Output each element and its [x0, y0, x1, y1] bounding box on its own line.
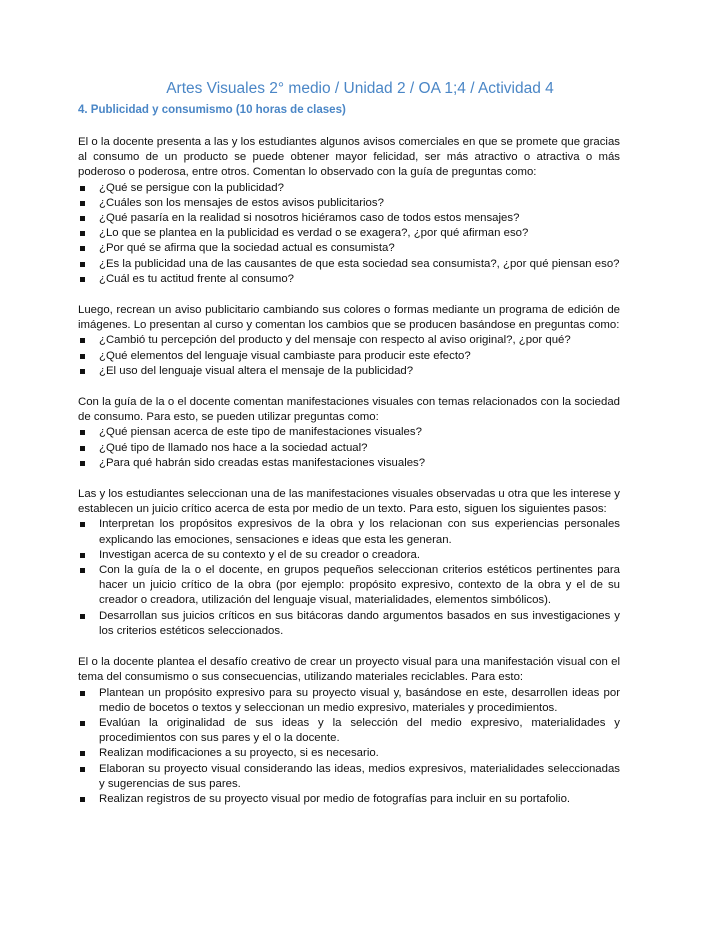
list-item-text: Plantean un propósito expresivo para su proyecto visual y, basándose en este, desarrollen ideas por medio de bocetos o textos y seleccionan un medio expresivo, materiales y procedimientos.: [99, 686, 620, 714]
list-item-text: ¿Qué elementos del lenguaje visual cambiaste para producir este efecto?: [99, 349, 471, 362]
list-item-text: Evalúan la originalidad de sus ideas y la selección del medio expresivo, materialidades y procedimientos con sus pares y el o la docente.: [99, 716, 620, 745]
list-item: [78, 609, 620, 639]
list-item-text: Realizan registros de su proyecto visual por medio de fotografías para incluir en su portafolio.: [99, 792, 571, 805]
list-item: [78, 792, 620, 807]
square-bullet-icon: [80, 461, 85, 466]
square-bullet-icon: [80, 721, 85, 726]
list-item: [78, 762, 620, 792]
square-bullet-icon: [80, 553, 85, 558]
list-item: [78, 456, 620, 471]
list-item: [78, 226, 620, 241]
bullet-list: [78, 686, 620, 808]
square-bullet-icon: [80, 231, 85, 236]
paragraph: Con la guía de la o el docente comentan manifestaciones visuales con temas relacionados con la sociedad de consumo. Para esto, se pueden utilizar preguntas como:: [78, 396, 620, 424]
list-item: [78, 425, 620, 440]
bullet-list: [78, 181, 620, 287]
paragraph: El o la docente presenta a las y los estudiantes algunos avisos comerciales en que se promete que gracias al consumo de un producto se puede obtener mayor felicidad, ser más atractivo o atractiva o más poderoso o poderosa, entre otros. Comentan lo observado con la guía de preguntas como:: [78, 136, 620, 179]
list-item-text: Con la guía de la o el docente, en grupos pequeños seleccionan criterios estéticos pertinentes para hacer un juicio crítico de la obra (por ejemplo: propósito expresivo, contexto de la obra y el de su creador o creadora, utilización del lenguaje visual, materialidades, elementos simbólicos).: [99, 564, 620, 607]
square-bullet-icon: [80, 691, 85, 696]
list-item-text: Desarrollan sus juicios críticos en sus bitácoras dando argumentos basados en sus investigaciones y los criterios estéticos seleccionados.: [99, 609, 620, 637]
list-item: [78, 686, 620, 716]
square-bullet-icon: [80, 338, 85, 343]
list-item-text: ¿Cuál es tu actitud frente al consumo?: [99, 272, 295, 285]
list-item: [78, 272, 620, 287]
list-item: [78, 746, 620, 761]
square-bullet-icon: [80, 369, 85, 374]
square-bullet-icon: [80, 767, 85, 772]
list-item-text: ¿El uso del lenguaje visual altera el mensaje de la publicidad?: [99, 364, 414, 377]
list-item-text: ¿Qué pasaría en la realidad si nosotros hiciéramos caso de todos estos mensajes?: [99, 212, 520, 225]
square-bullet-icon: [80, 614, 85, 619]
list-item: [78, 364, 620, 379]
square-bullet-icon: [80, 216, 85, 221]
list-item-text: ¿Qué piensan acerca de este tipo de manifestaciones visuales?: [99, 426, 422, 439]
text-block: [78, 303, 620, 379]
square-bullet-icon: [80, 201, 85, 206]
list-item: [78, 333, 620, 348]
bullet-list: [78, 517, 620, 639]
list-item-text: ¿Por qué se afirma que la sociedad actual es consumista?: [99, 242, 395, 255]
section-title: 4. Publicidad y consumismo (10 horas de clases): [78, 104, 346, 116]
square-bullet-icon: [80, 262, 85, 267]
list-item-text: ¿Cuáles son los mensajes de estos avisos publicitarios?: [99, 196, 384, 209]
list-item-text: Elaboran su proyecto visual considerando las ideas, medios expresivos, materialidades seleccionadas y sugerencias de sus pares.: [99, 762, 620, 790]
square-bullet-icon: [80, 186, 85, 191]
list-item: [78, 257, 620, 272]
list-item: [78, 349, 620, 364]
square-bullet-icon: [80, 797, 85, 802]
square-bullet-icon: [80, 430, 85, 435]
paragraph: Luego, recrean un aviso publicitario cambiando sus colores o formas mediante un programa de edición de imágenes. Lo presentan al curso y comentan los cambios que se producen basándose en preguntas como:: [78, 304, 620, 332]
list-item: [78, 548, 620, 563]
square-bullet-icon: [80, 568, 85, 573]
text-block: [78, 135, 620, 287]
square-bullet-icon: [80, 751, 85, 756]
document-content: [78, 135, 620, 807]
list-item: [78, 517, 620, 547]
paragraph: El o la docente plantea el desafío creativo de crear un proyecto visual para una manifestación visual con el tema del consumismo o sus consecuencias, utilizando materiales reciclables. Para esto:: [78, 656, 620, 684]
list-item-text: Investigan acerca de su contexto y el de su creador o creadora.: [99, 548, 421, 561]
list-item-text: ¿Es la publicidad una de las causantes de que esta sociedad sea consumista?, ¿por qué piensan eso?: [99, 257, 620, 270]
square-bullet-icon: [80, 246, 85, 251]
text-block: [78, 395, 620, 471]
list-item-text: ¿Qué tipo de llamado nos hace a la sociedad actual?: [99, 441, 368, 454]
square-bullet-icon: [80, 354, 85, 359]
page-title: Artes Visuales 2° medio / Unidad 2 / OA 1;4 / Actividad 4: [166, 80, 554, 97]
list-item: [78, 181, 620, 196]
paragraph: Las y los estudiantes seleccionan una de las manifestaciones visuales observadas u otra que les interese y establecen un juicio crítico acerca de esta por medio de un texto. Para esto, siguen los siguientes pasos:: [78, 488, 621, 516]
list-item-text: Realizan modificaciones a su proyecto, si es necesario.: [99, 747, 379, 760]
square-bullet-icon: [80, 446, 85, 451]
list-item: [78, 211, 620, 226]
list-item-text: ¿Para qué habrán sido creadas estas manifestaciones visuales?: [99, 456, 426, 469]
list-item: [78, 441, 620, 456]
list-item-text: ¿Qué se persigue con la publicidad?: [99, 181, 284, 194]
list-item: [78, 241, 620, 256]
square-bullet-icon: [80, 277, 85, 282]
list-item-text: ¿Cambió tu percepción del producto y del mensaje con respecto al aviso original?, ¿por qué?: [99, 334, 571, 347]
list-item: [78, 563, 620, 609]
text-block: [78, 655, 620, 807]
list-item-text: ¿Lo que se plantea en la publicidad es verdad o se exagera?, ¿por qué afirman eso?: [99, 227, 529, 240]
list-item: [78, 716, 620, 746]
text-block: [78, 487, 620, 639]
list-item: [78, 196, 620, 211]
bullet-list: [78, 425, 620, 471]
list-item-text: Interpretan los propósitos expresivos de la obra y los relacionan con sus experiencias personales explicando las emociones, sensaciones e ideas que esta les generan.: [99, 518, 620, 546]
square-bullet-icon: [80, 522, 85, 527]
bullet-list: [78, 333, 620, 379]
